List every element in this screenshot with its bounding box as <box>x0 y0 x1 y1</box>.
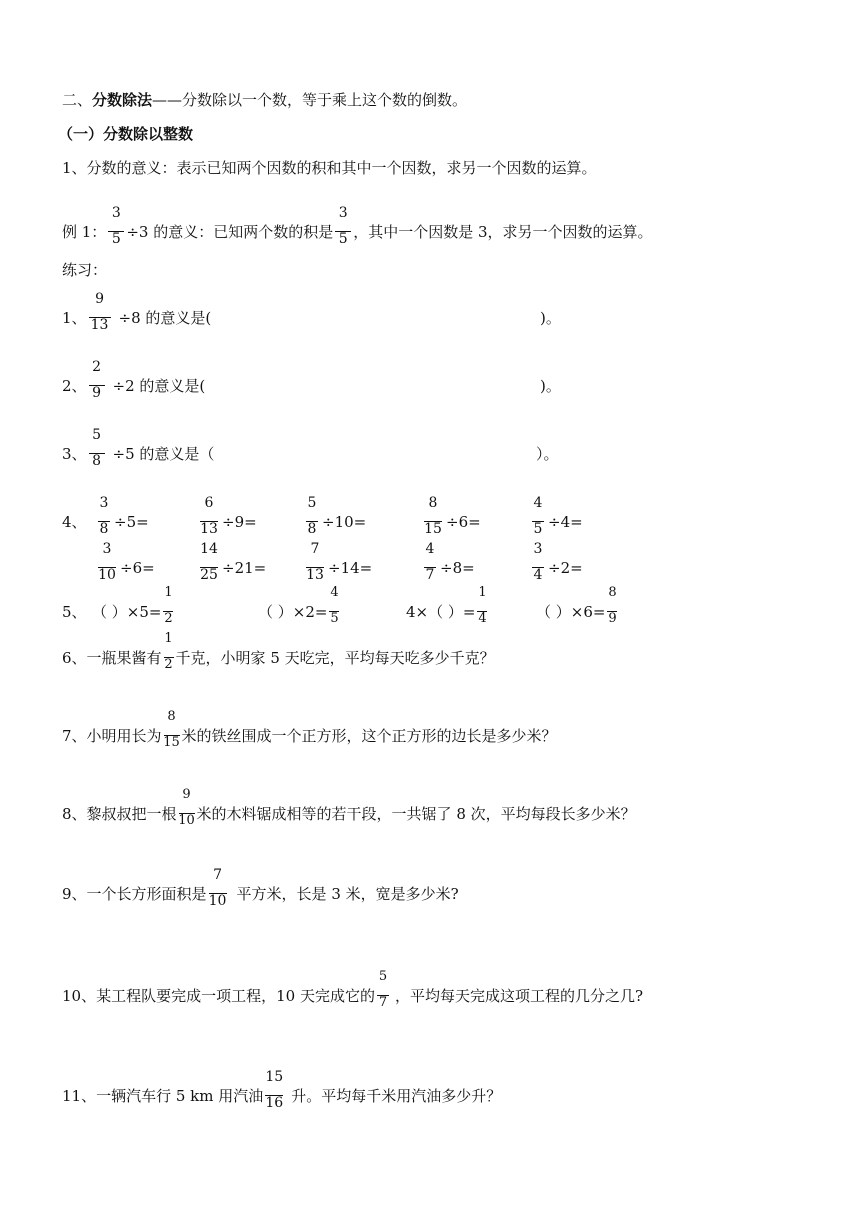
division-exercise: $\frac{3}{4}$ ÷2= <box>530 558 583 578</box>
fraction: $\frac{1}{4}$ <box>478 585 487 626</box>
heading-bold: 分数除法 <box>92 91 153 109</box>
question-7: 7、小明用长为 $\frac{8}{15}$ 米的铁丝围成一个正方形，这个正方形的边长是多少米？ <box>62 709 557 750</box>
fraction: $\frac{4}{7}$ <box>425 541 435 583</box>
division-exercise: $\frac{6}{13}$ ÷9= <box>198 512 257 532</box>
question-5-label: 5、 <box>62 603 87 621</box>
subheading: （一）分数除以整数 <box>58 125 194 143</box>
fraction: $\frac{4}{5}$ <box>330 585 339 626</box>
question-4-label: 4、 <box>62 513 87 531</box>
fraction: $\frac{3}{4}$ <box>533 541 543 583</box>
division-exercise: $\frac{4}{7}$ ÷8= <box>422 558 475 578</box>
fraction: $\frac{14}{25}$ <box>200 541 218 583</box>
fraction: $\frac{15}{16}$ <box>265 1069 284 1111</box>
question-6: 6、一瓶果酱有 $\frac{1}{2}$ 千克，小明家 5 天吃完，平均每天吃多少千克？ <box>62 631 495 672</box>
question-8: 8、黎叔叔把一根 $\frac{9}{10}$ 米的木料锯成相等的若干段，一共锯了 8 次，平均每段长多少米？ <box>62 787 636 828</box>
fraction: $\frac{8}{9}$ <box>608 585 617 626</box>
fill-blank-exercise: （ ）×2= $\frac{4}{5}$ <box>258 602 341 622</box>
fraction: $\frac{7}{10}$ <box>208 867 227 909</box>
example-text-end: ，其中一个因数是 3，求另一个因数的运算。 <box>353 223 653 241</box>
fraction: $\frac{3}{8}$ <box>99 495 109 537</box>
fraction: $\frac{2}{9}$ <box>87 376 107 396</box>
question-2: 2、 $\frac{2}{9}$ ÷2 的意义是( )。 <box>62 359 561 401</box>
fraction: $\frac{8}{15}$ <box>163 709 180 750</box>
fraction: $\frac{3}{5}$ <box>106 222 126 242</box>
division-exercise: $\frac{14}{25}$ ÷21= <box>198 558 266 578</box>
division-exercise: $\frac{7}{13}$ ÷14= <box>304 558 372 578</box>
fraction: $\frac{5}{8}$ <box>307 495 317 537</box>
fraction: $\frac{5}{8}$ <box>87 444 107 464</box>
division-exercise: $\frac{5}{8}$ ÷10= <box>304 512 366 532</box>
practice-label: 练习： <box>62 261 108 279</box>
example-label: 例 1： <box>62 223 107 241</box>
section-heading <box>62 90 467 110</box>
fraction: $\frac{1}{2}$ <box>164 585 173 626</box>
fraction: $\frac{9}{13}$ <box>87 308 113 328</box>
fraction: $\frac{5}{7}$ <box>378 969 388 1010</box>
fill-blank-exercise: （ ）×6= $\frac{8}{9}$ <box>536 602 619 622</box>
fraction: $\frac{7}{13}$ <box>306 541 324 583</box>
heading-prefix: 二、 <box>62 91 93 109</box>
question-10: 10、某工程队要完成一项工程，10 天完成它的 $\frac{5}{7}$ ，平均每天完成这项工程的几分之几? <box>62 969 643 1010</box>
fraction: $\frac{9}{10}$ <box>178 787 195 828</box>
heading-rest: ——分数除以一个数，等于乘上这个数的倒数。 <box>152 91 468 109</box>
fill-blank-exercise: 4×（ ）= $\frac{1}{4}$ <box>406 602 489 622</box>
question-11: 11、一辆汽车行 5 km 用汽油 $\frac{15}{16}$ 升。平均每千米用汽油多少升？ <box>62 1069 502 1111</box>
question-3: 3、 $\frac{5}{8}$ ÷5 的意义是（ ）。 <box>62 427 559 469</box>
fill-blank-exercise: （ ）×5= $\frac{1}{2}$ <box>92 602 175 622</box>
example-text: ÷3 的意义：已知两个数的积是 <box>126 223 334 241</box>
fraction: $\frac{6}{13}$ <box>200 495 218 537</box>
division-exercise: $\frac{3}{10}$ ÷6= <box>96 558 155 578</box>
fraction: $\frac{3}{10}$ <box>98 541 116 583</box>
division-exercise: $\frac{4}{5}$ ÷4= <box>530 512 583 532</box>
fraction: $\frac{3}{5}$ <box>333 222 353 242</box>
division-exercise: $\frac{8}{15}$ ÷6= <box>422 512 481 532</box>
fraction: $\frac{1}{2}$ <box>164 631 173 672</box>
division-exercise: $\frac{3}{8}$ ÷5= <box>96 512 149 532</box>
question-1: 1、 $\frac{9}{13}$ ÷8 的意义是( )。 <box>62 291 561 333</box>
example-1 <box>62 205 653 247</box>
meaning-text: 1、分数的意义：表示已知两个因数的积和其中一个因数，求另一个因数的运算。 <box>62 159 597 177</box>
fraction: $\frac{8}{15}$ <box>424 495 442 537</box>
fraction: $\frac{4}{5}$ <box>533 495 543 537</box>
question-9: 9、一个长方形面积是 $\frac{7}{10}$ 平方米，长是 3 米，宽是多少米? <box>62 867 459 909</box>
